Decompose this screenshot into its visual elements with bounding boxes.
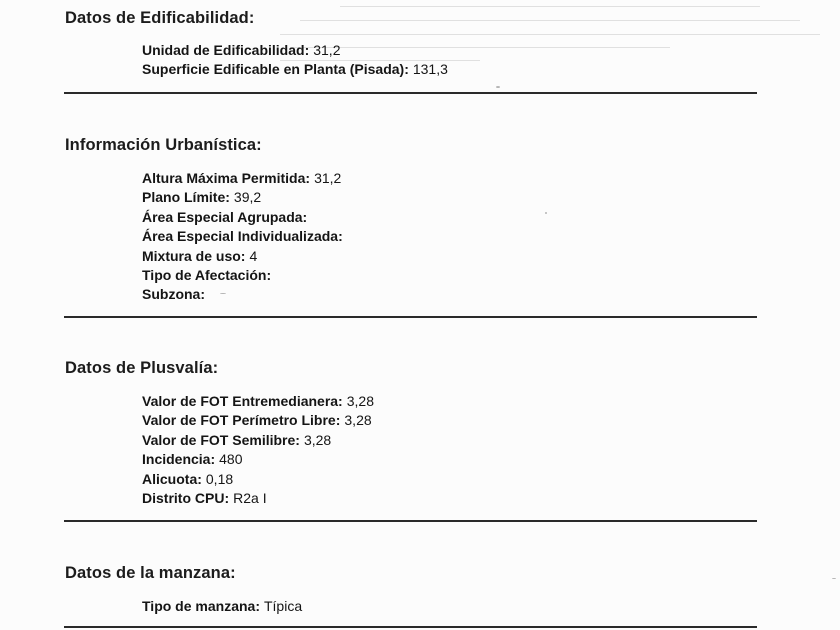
field-fot-perimetro-libre: [142, 411, 374, 430]
field-incidencia: [142, 450, 374, 469]
field-label: Alicuota:: [142, 470, 202, 487]
field-value: 131,3: [412, 61, 448, 78]
divider: [64, 520, 757, 522]
field-label: Área Especial Individualizada:: [142, 228, 343, 245]
field-tipo-de-afectacion: [142, 266, 347, 285]
field-label: Área Especial Agrupada:: [142, 208, 308, 225]
section-fields-plusvalia: [142, 392, 374, 508]
field-subzona: [142, 285, 347, 304]
field-label: Incidencia:: [142, 451, 216, 468]
field-label: Tipo de Afectación:: [142, 267, 272, 284]
scan-speck: [496, 86, 500, 88]
scan-speck: [832, 578, 836, 579]
scan-speck: [220, 293, 226, 294]
field-label: Superficie Edificable en Planta (Pisada):: [142, 61, 409, 78]
field-label: Valor de FOT Entremedianera:: [142, 393, 343, 409]
section-fields-urbanistica: [142, 169, 347, 305]
field-plano-limite: [142, 188, 347, 207]
field-fot-entremedianera: [142, 392, 374, 411]
section-fields-manzana: [142, 597, 302, 616]
field-label: Subzona:: [142, 286, 205, 303]
field-label: Distrito CPU:: [142, 490, 230, 507]
scan-speck: [545, 212, 547, 214]
field-label: Unidad de Edificabilidad:: [142, 42, 310, 58]
divider: [64, 316, 757, 318]
field-value: 480: [219, 451, 243, 468]
field-label: Plano Límite:: [142, 189, 230, 206]
field-altura-maxima: [142, 169, 347, 188]
field-value: 31,2: [313, 42, 341, 58]
divider: [64, 626, 757, 628]
field-value: 39,2: [233, 189, 262, 206]
section-title-edificabilidad: Datos de Edificabilidad:: [65, 9, 255, 27]
field-label: Tipo de manzana:: [142, 598, 260, 614]
field-fot-semilibre: [142, 431, 374, 450]
field-value: 31,2: [314, 170, 342, 186]
field-alicuota: [142, 470, 374, 489]
field-value: R2a I: [233, 490, 267, 507]
field-label: Altura Máxima Permitida:: [142, 170, 311, 186]
field-area-especial-agrupada: [142, 208, 347, 227]
field-label: Valor de FOT Semilibre:: [142, 431, 300, 448]
field-value: 3,28: [344, 412, 372, 429]
field-value: 4: [249, 247, 258, 264]
field-value: 3,28: [303, 431, 332, 448]
field-label: Mixtura de uso:: [142, 247, 246, 264]
field-label: Valor de FOT Perímetro Libre:: [142, 412, 341, 429]
section-title-urbanistica: Información Urbanística:: [65, 136, 262, 154]
section-title-manzana: Datos de la manzana:: [65, 564, 236, 582]
field-value: 3,28: [346, 393, 374, 409]
field-unidad-edificabilidad: [142, 41, 448, 60]
section-fields-edificabilidad: [142, 41, 448, 80]
field-value: Típica: [263, 598, 303, 614]
field-mixtura-de-uso: [142, 247, 347, 266]
field-area-especial-individualizada: [142, 227, 347, 246]
field-superficie-edificable: [142, 60, 448, 79]
section-title-plusvalia: Datos de Plusvalía:: [65, 359, 219, 377]
field-distrito-cpu: [142, 489, 374, 508]
divider: [64, 92, 757, 94]
field-value: 0,18: [205, 470, 234, 487]
field-tipo-de-manzana: [142, 597, 302, 616]
